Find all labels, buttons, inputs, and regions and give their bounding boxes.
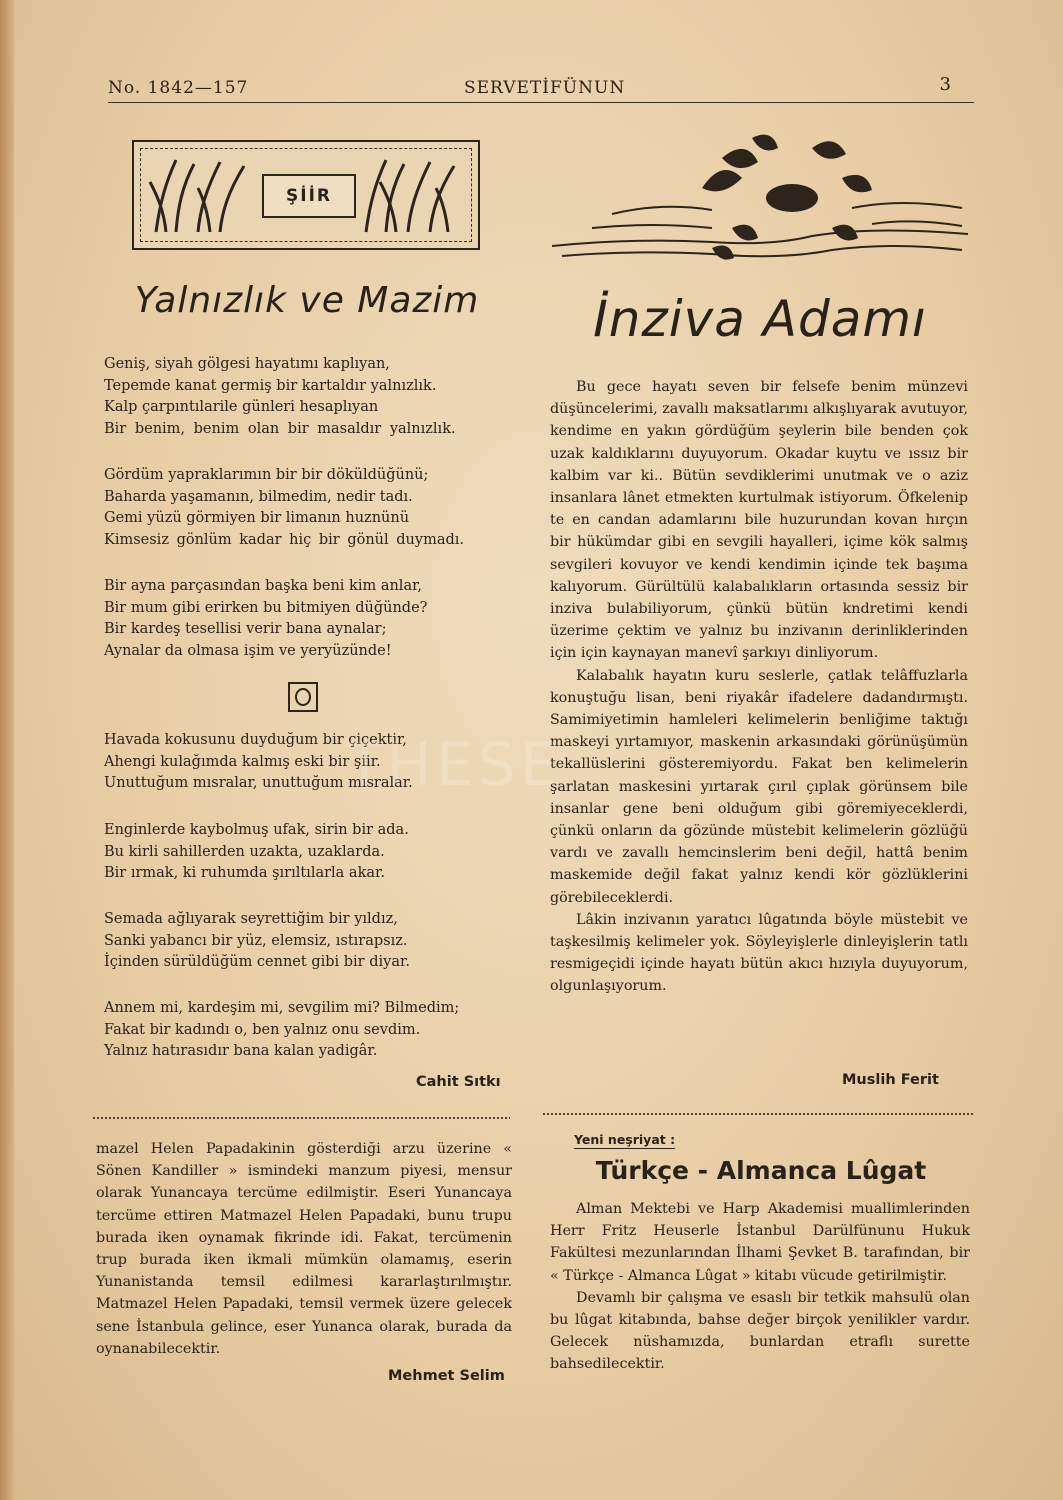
- essay-paragraph: Bu gece hayatı seven bir felsefe benim münzevi düşüncelerimi, zavallı maksatlarımı alkışlıyarak avutuyor, kendime en yakın gördüğüm şeylerin bile benden çok uzak kaldıklarını duyuyorum. Okadar kuytu ve ıssız bir kalbim var ki.. Bütün sevdiklerimi unutmak ve o aziz insanlara lânet etmekten kurtulmak istiyorum. Öfkelenip te en candan adamlarını bile huzurundan kovan hırçın bir hükümdar gibi en sevgili hayalleri, içime kök salmış sevgileri kovuyor ve kendi kendimin içinde tek başıma kalıyorum. Gürültülü kalabalıkların ortasında sessiz bir inziva bulabiliyorum, çünkü bütün kndretimi kendi üzerime çektim ve yalnız bu inzivanın derinliklerinden için için kaynayan manevî şarkıyı dinliyorum.: [550, 379, 968, 662]
- poem-stanza-7: [104, 998, 459, 1063]
- poem-line: Gemi yüzü görmiyen bir limanın huznünü: [104, 510, 410, 526]
- note-body: [96, 1138, 512, 1360]
- poem-stanza-6: [104, 909, 410, 974]
- poem-line: Bir kardeş tesellisi verir bana aynalar;: [104, 621, 387, 637]
- poem-stanza-5: [104, 820, 409, 885]
- wheat-left-icon: [146, 152, 256, 236]
- poem-stanza-2: [104, 465, 464, 551]
- poem-line: Havada kokusunu duyduğum bir çiçektir,: [104, 732, 407, 748]
- poem-line: Bir benim, benim olan bir masaldır yalnızlık.: [104, 420, 456, 437]
- watermark: THESE: [346, 730, 562, 800]
- page-header: [108, 76, 974, 103]
- poem-line: Enginlerde kaybolmuş ufak, sirin bir ada.: [104, 822, 409, 838]
- essay-paragraph: Lâkin inzivanın yaratıcı lûgatında böyle müstebit ve taşkesilmiş kelimeler yok. Söyleyişlerle dinleyişlerin tatlı resmigeçidi içinde hayatı bütün akıcı hızıyla duyuyorum, olgunlaşıyorum.: [550, 911, 968, 995]
- stanza-separator-icon: [288, 682, 318, 712]
- publication-body: [550, 1198, 970, 1376]
- siir-label: ŞİİR: [262, 174, 356, 218]
- divider-left: [92, 1116, 510, 1120]
- note-paragraph: mazel Helen Papadakinin gösterdiği arzu üzerine « Sönen Kandiller » ismindeki manzum piyesi, mensur olarak Yunancaya tercüme edilmiştir. Eseri Yunancaya tercüme ettiren Matmazel Helen Papadaki, bunu trupu burada iken oynamak fikrinde idi. Fakat, tercümenin trup burada iken ikmali mümkün olamamış, eserin Yunanistanda temsil edilmesi kararlaştırılmıştır. Matmazel Helen Papadaki, temsil vermek üzere gelecek sene İstanbula gelince, eser Yunanca olarak, burada da oynanabilecektir.: [96, 1141, 512, 1357]
- poem-line: Aynalar da olmasa işim ve yeryüzünde!: [104, 642, 392, 659]
- page-number: 3: [939, 74, 952, 95]
- poem-line: Baharda yaşamanın, bilmedim, nedir tadı.: [104, 488, 413, 505]
- divider-right: [542, 1112, 974, 1116]
- poem-line: Bir ayna parçasından başka beni kim anlar,: [104, 578, 423, 594]
- essay-title: İnziva Adamı: [593, 290, 927, 348]
- essay-author: Muslih Ferit: [842, 1072, 939, 1088]
- poem-stanza-1: [104, 354, 456, 440]
- poem-author: Cahit Sıtkı: [416, 1074, 501, 1090]
- siir-banner: [132, 140, 480, 250]
- section-tag: Yeni neşriyat :: [574, 1132, 676, 1147]
- essay-paragraph: Kalabalık hayatın kuru seslerle, çatlak telâffuzlarla konuştuğu lisan, beni riyakâr ifadelere dadandırmıştı. Samimiyetimin hamleleri kelimelerin benliğime taktığı maskeyi yırtamıyor, maskenin arkasındaki görünüşümün tekallüslerini gösteremiyordu. Fakat ben kelimelerin şarlatan maskesini yırtarak çırıl çıplak görünsem bile insanlar gene beni olduğum gibi göremiyeceklerdi, çünkü onların da gözünde müstebit kelimelerin gözlüğü vardı ve zavallı hemcinslerim beni değil, hattâ benim maskemide değil fakat yalnız kendi kör gözlüklerini görebileceklerdi.: [550, 667, 968, 906]
- poem-line: Gördüm yapraklarımın bir bir döküldüğünü;: [104, 467, 429, 483]
- poem-line: Tepemde kanat germiş bir kartaldır yalnızlık.: [104, 377, 437, 394]
- poem-line: Unuttuğum mısralar, unuttuğum mısralar.: [104, 775, 413, 791]
- poem-line: Yalnız hatırasıdır bana kalan yadigâr.: [104, 1043, 378, 1059]
- poem-line: Bir mum gibi erirken bu bitmiyen düğünde?: [104, 599, 428, 616]
- poem-line: Sanki yabancı bir yüz, elemsiz, ıstırapsız.: [104, 932, 408, 949]
- sunset-leaves-ornament: [552, 128, 968, 272]
- wheat-right-icon: [356, 152, 466, 236]
- poem-line: Semada ağlıyarak seyrettiğim bir yıldız,: [104, 911, 398, 927]
- poem-line: Annem mi, kardeşim mi, sevgilim mi? Bilmedim;: [104, 1000, 460, 1016]
- poem-line: İçinden sürüldüğüm cennet gibi bir diyar.: [104, 954, 410, 970]
- poem-line: Kalp çarpıntılarile günleri hesaplıyan: [104, 399, 379, 415]
- poem-line: Fakat bir kadındı o, ben yalnız onu sevdim.: [104, 1021, 421, 1038]
- poem-line: Ahengi kulağımda kalmış eski bir şiir.: [104, 753, 381, 770]
- binding-edge: [0, 0, 14, 1500]
- poem-title: Yalnızlık ve Mazim: [134, 280, 480, 321]
- poem-stanza-3: [104, 576, 427, 662]
- publication-paragraph: Alman Mektebi ve Harp Akademisi muallimlerinden Herr Fritz Heuserle İstanbul Darülfünunu Hukuk Fakültesi mezunlarından İlhami Şevket B. tarafından, bir « Türkçe - Almanca Lûgat » kitabı vücude getirilmiştir.: [550, 1201, 970, 1284]
- poem-line: Kimsesiz gönlüm kadar hiç bir gönül duymadı.: [104, 531, 464, 548]
- publication-paragraph: Devamlı bir çalışma ve esaslı bir tetkik mahsulü olan bu lûgat kitabında, bahse değer birçok yenilikler vardır. Gelecek nüshamızda, bunlardan etraflı surette bahsedilecektir.: [550, 1289, 970, 1373]
- note-author: Mehmet Selim: [388, 1368, 505, 1384]
- publication-title: Türkçe - Almanca Lûgat: [595, 1156, 927, 1185]
- issue-number: No. 1842—157: [108, 78, 249, 98]
- magazine-title: SERVETİFÜNUN: [464, 78, 626, 98]
- poem-line: Geniş, siyah gölgesi hayatımı kaplıyan,: [104, 356, 390, 372]
- poem-line: Bu kirli sahillerden uzakta, uzaklarda.: [104, 843, 385, 860]
- essay-body: [550, 376, 968, 998]
- poem-line: Bir ırmak, ki ruhumda şırıltılarla akar.: [104, 865, 385, 881]
